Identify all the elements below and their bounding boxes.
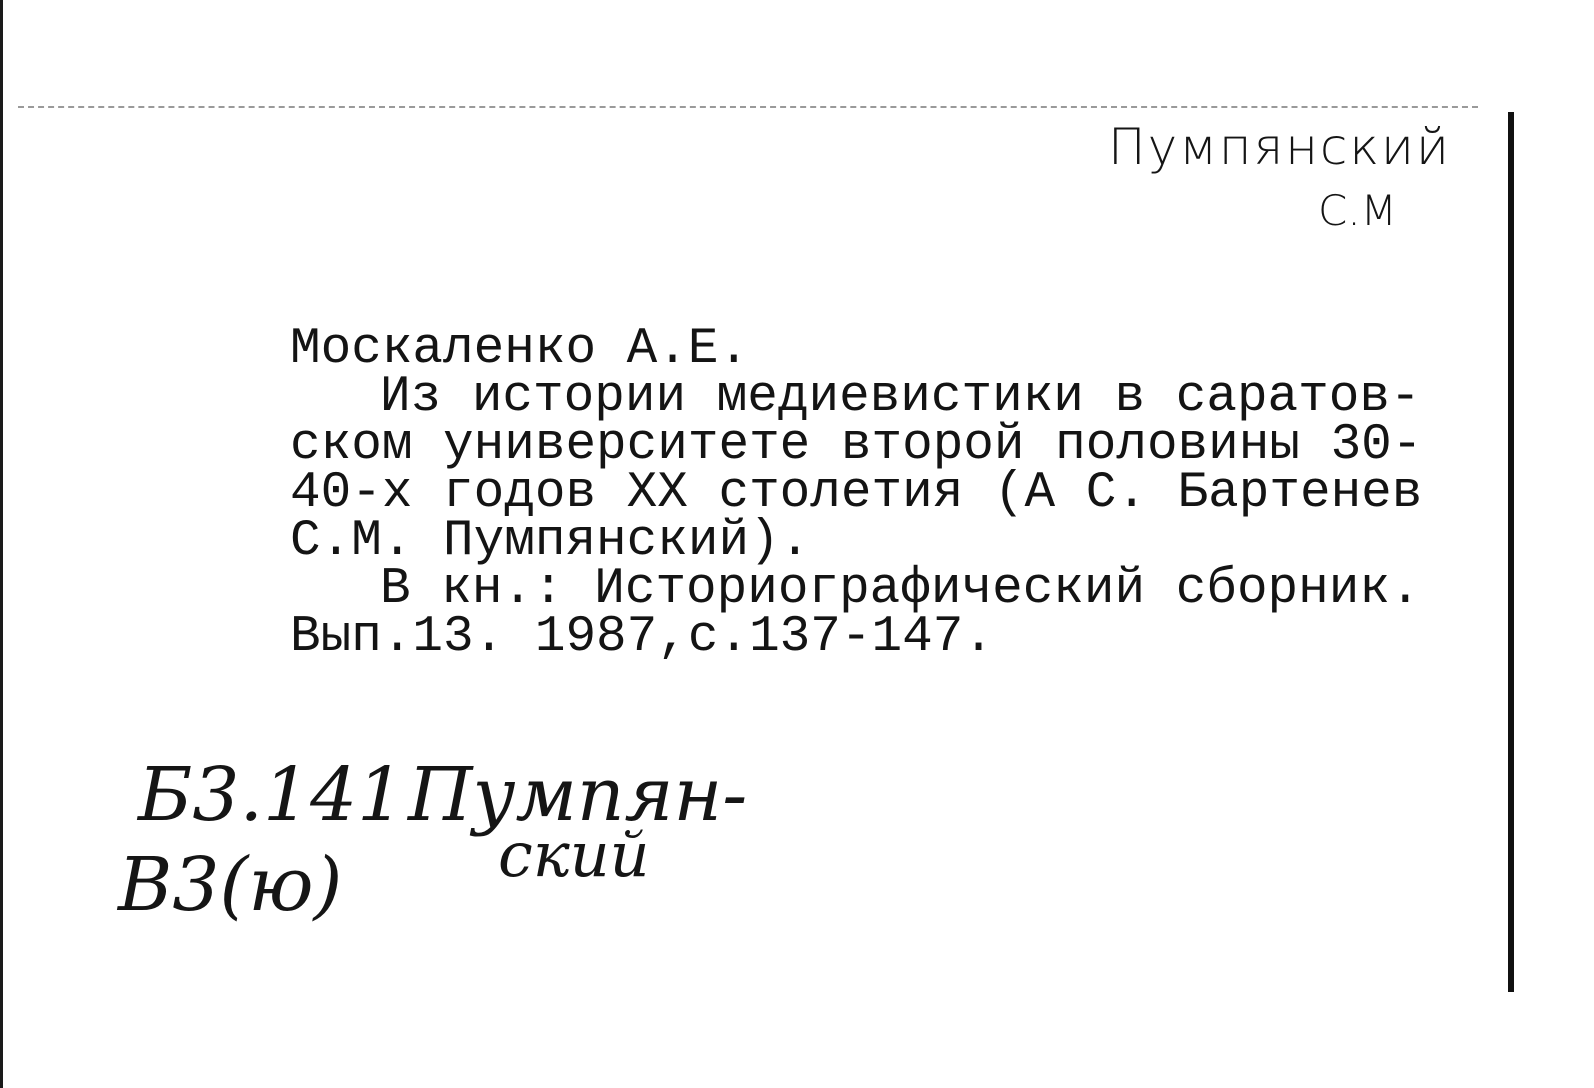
handwritten-heading-name: Пумпянский <box>1108 118 1451 176</box>
handwritten-subject-name-part-2: ский <box>498 818 650 891</box>
entry-source-line-2: Вып.13. 1987,с.137-147. <box>290 609 994 666</box>
entry-title-line-3: 40-х годов XX столетия (А С. Бартенев <box>290 465 1423 522</box>
handwritten-classification-code: В3(ю) <box>118 842 343 928</box>
card-top-dashed-line <box>18 106 1478 108</box>
handwritten-heading-initials: С.М <box>1318 186 1397 235</box>
entry-title-line-4: С.М. Пумпянский). <box>290 513 811 570</box>
entry-source-line-1: В кн.: Историографический сборник. <box>380 561 1421 618</box>
entry-title-line-2: ском университете второй половины 30- <box>290 417 1423 474</box>
entry-title-line-1: Из истории медиевистики в саратов- <box>380 369 1421 426</box>
handwritten-shelf-mark: Б3.141 <box>138 752 405 838</box>
card-right-edge <box>1508 112 1514 992</box>
handwritten-subject-name-part-1: Пумпян- <box>408 752 748 838</box>
typed-bibliographic-entry <box>290 321 1450 666</box>
card-left-edge <box>0 0 3 1088</box>
entry-author: Москаленко А.Е. <box>290 321 750 378</box>
